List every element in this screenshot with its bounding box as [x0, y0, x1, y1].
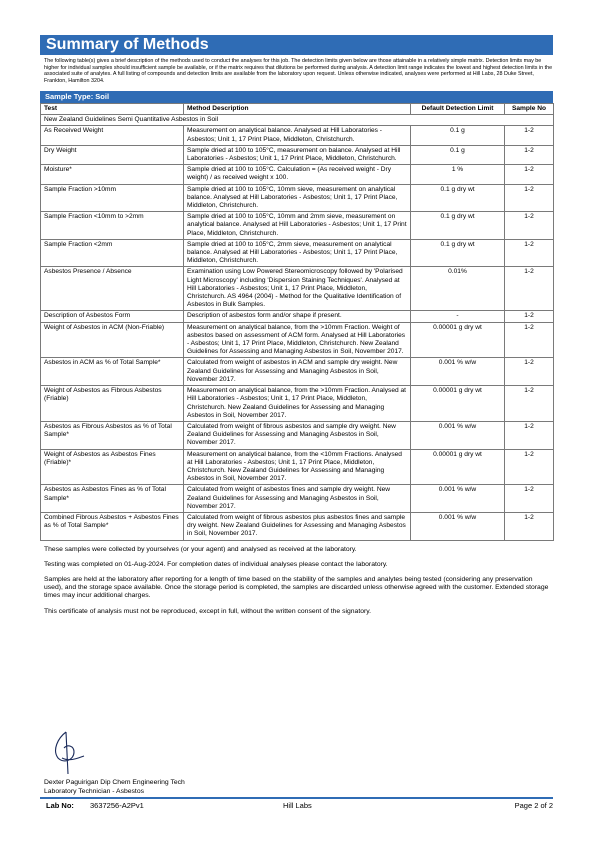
cell-sample-no: 1-2: [505, 126, 554, 145]
cell-sample-no: 1-2: [505, 184, 554, 212]
table-row: [41, 165, 554, 184]
cell-method: Calculated from weight of fibrous asbestos plus asbestos fines and sample dry weight. New Zealand Guidelines for Assessing and Managing Asbestos in Soil, November 2017.: [184, 512, 411, 540]
cell-method: Sample dried at 100 to 105°C. Calculation = (As received weight - Dry weight) / as received weight x 100.: [184, 165, 411, 184]
cell-test: Asbestos as Asbestos Fines as % of Total Sample*: [41, 485, 184, 513]
signature: [44, 728, 164, 776]
column-header-sample-no: Sample No: [505, 104, 554, 115]
cell-method: Sample dried at 100 to 105°C, measurement on balance. Analysed at Hill Laboratories - Asbestos; Unit 1, 17 Print Place, Middleton, Christchurch.: [184, 145, 411, 164]
cell-detection-limit: 0.001 % w/w: [411, 421, 505, 449]
table-row: [41, 239, 554, 267]
table-row: [41, 322, 554, 358]
table-row: [41, 386, 554, 422]
cell-test: Sample Fraction <2mm: [41, 239, 184, 267]
table-row: [41, 311, 554, 322]
cell-test: Weight of Asbestos in ACM (Non-Friable): [41, 322, 184, 358]
footer-divider: [40, 797, 553, 799]
cell-method: Calculated from weight of asbestos fines and sample dry weight. New Zealand Guidelines for Assessing and Managing Asbestos in Soil, November 2017.: [184, 485, 411, 513]
signatory-name: Dexter Paguirigan Dip Chem Engineering Tech: [44, 779, 185, 786]
cell-test: Description of Asbestos Form: [41, 311, 184, 322]
intro-text: The following table(s) gives a brief description of the methods used to conduct the analyses for this job. The detection limits given below are those attainable in a relatively simple matrix. Detection limits may be higher for individual samples should insufficient sample be available, or if the matrix requires that dilutions be performed during analysis. A detection limit range indicates the lowest and highest detection limits in the associated suite of analytes. A full listing of compounds and detection limits are available from the laboratory upon request. Unless otherwise indicated, analyses were performed at Hill Labs, 28 Duke Street, Frankton, Hamilton 3204.: [44, 58, 553, 84]
table-row: [41, 512, 554, 540]
cell-sample-no: 1-2: [505, 212, 554, 240]
table-row: [41, 212, 554, 240]
cell-method: Measurement on analytical balance, from the >10mm Fraction. Weight of asbestos based on assessment of ACM form. Analysed at Hill Laboratories - Asbestos; Unit 1, 17 Print Place, Middleton, Christchurch. New Zealand Guidelines for Assessing and Managing Asbestos in Soil, November 2017.: [184, 322, 411, 358]
cell-method: Description of asbestos form and/or shape if present.: [184, 311, 411, 322]
cell-test: Weight of Asbestos as Fibrous Asbestos (Friable): [41, 386, 184, 422]
table-header-row: [41, 104, 554, 115]
table-row: [41, 485, 554, 513]
cell-sample-no: 1-2: [505, 449, 554, 485]
cell-detection-limit: 0.1 g: [411, 126, 505, 145]
cell-detection-limit: 0.001 % w/w: [411, 485, 505, 513]
cell-detection-limit: 0.001 % w/w: [411, 358, 505, 386]
table-row: [41, 145, 554, 164]
cell-detection-limit: 0.01%: [411, 267, 505, 311]
lab-no-value: 3637256-A2Pv1: [90, 801, 144, 810]
cell-detection-limit: 0.1 g: [411, 145, 505, 164]
section-title-row: [41, 115, 554, 126]
cell-test: Sample Fraction <10mm to >2mm: [41, 212, 184, 240]
cell-test: Weight of Asbestos as Asbestos Fines (Friable)*: [41, 449, 184, 485]
cell-test: Moisture*: [41, 165, 184, 184]
cell-detection-limit: 0.1 g dry wt: [411, 239, 505, 267]
cell-test: Asbestos as Fibrous Asbestos as % of Total Sample*: [41, 421, 184, 449]
column-header-method: Method Description: [184, 104, 411, 115]
cell-detection-limit: 1 %: [411, 165, 505, 184]
cell-test: As Received Weight: [41, 126, 184, 145]
table-row: [41, 421, 554, 449]
cell-method: Calculated from weight of asbestos in ACM and sample dry weight. New Zealand Guidelines for Assessing and Managing Asbestos in Soil, November 2017.: [184, 358, 411, 386]
column-header-test: Test: [41, 104, 184, 115]
signature-image: [44, 728, 164, 776]
cell-test: Sample Fraction >10mm: [41, 184, 184, 212]
lab-no-label: Lab No:: [46, 801, 74, 810]
cell-test: Asbestos in ACM as % of Total Sample*: [41, 358, 184, 386]
cell-sample-no: 1-2: [505, 165, 554, 184]
cell-detection-limit: 0.001 % w/w: [411, 512, 505, 540]
cell-detection-limit: 0.00001 g dry wt: [411, 386, 505, 422]
table-row: [41, 449, 554, 485]
table-row: [41, 358, 554, 386]
methods-table: [40, 103, 554, 541]
cell-method: Sample dried at 100 to 105°C, 10mm sieve, measurement on analytical balance. Analysed at Hill Laboratories - Asbestos; Unit 1, 17 Print Place, Middleton, Christchurch.: [184, 184, 411, 212]
sample-type-banner: Sample Type: Soil: [40, 91, 553, 103]
section-title: New Zealand Guidelines Semi Quantitative Asbestos in Soil: [41, 115, 554, 126]
cell-sample-no: 1-2: [505, 145, 554, 164]
cell-method: Measurement on analytical balance. Analysed at Hill Laboratories - Asbestos; Unit 1, 17 Print Place, Middleton, Christchurch.: [184, 126, 411, 145]
cell-detection-limit: 0.00001 g dry wt: [411, 322, 505, 358]
cell-detection-limit: 0.1 g dry wt: [411, 212, 505, 240]
cell-sample-no: 1-2: [505, 311, 554, 322]
note-reproduction: This certificate of analysis must not be reproduced, except in full, without the written consent of the signatory.: [44, 608, 372, 615]
cell-sample-no: 1-2: [505, 239, 554, 267]
table-row: [41, 184, 554, 212]
company-name: Hill Labs: [283, 801, 312, 810]
cell-method: Examination using Low Powered Stereomicroscopy followed by 'Polarised Light Microscopy' including 'Dispersion Staining Techniques'. Analysed at Hill Laboratories - Asbestos; Unit 1, 17 Print Place, Middleton, Christchurch. AS 4964 (2004) - Method for the Qualitative Identification of Asbestos in Bulk Samples.: [184, 267, 411, 311]
table-row: [41, 267, 554, 311]
cell-method: Calculated from weight of fibrous asbestos and sample dry weight. New Zealand Guidelines for Assessing and Managing Asbestos in Soil, November 2017.: [184, 421, 411, 449]
cell-method: Sample dried at 100 to 105°C, 10mm and 2mm sieve, measurement on analytical balance. Analysed at Hill Laboratories - Asbestos; Unit 1, 17 Print Place, Middleton, Christchurch.: [184, 212, 411, 240]
cell-test: Dry Weight: [41, 145, 184, 164]
cell-sample-no: 1-2: [505, 485, 554, 513]
page-title: Summary of Methods: [40, 35, 553, 55]
cell-test: Combined Fibrous Asbestos + Asbestos Fines as % of Total Sample*: [41, 512, 184, 540]
cell-test: Asbestos Presence / Absence: [41, 267, 184, 311]
cell-method: Measurement on analytical balance, from the <10mm Fractions. Analysed at Hill Laboratories - Asbestos; Unit 1, 17 Print Place, Middleton, Christchurch. New Zealand Guidelines for Assessing and Managing Asbestos in Soil, November 2017.: [184, 449, 411, 485]
page-number: Page 2 of 2: [514, 801, 553, 810]
cell-sample-no: 1-2: [505, 512, 554, 540]
cell-method: Measurement on analytical balance, from the >10mm Fraction. Analysed at Hill Laboratories - Asbestos; Unit 1, 17 Print Place, Middleton, Christchurch. New Zealand Guidelines for Assessing and Managing Asbestos in Soil, November 2017.: [184, 386, 411, 422]
signatory-title: Laboratory Technician - Asbestos: [44, 787, 144, 795]
cell-detection-limit: 0.1 g dry wt: [411, 184, 505, 212]
cell-sample-no: 1-2: [505, 322, 554, 358]
signatory-block: [44, 779, 185, 797]
note-testing-completed: Testing was completed on 01-Aug-2024. For completion dates of individual analyses please contact the laboratory.: [44, 561, 388, 568]
cell-detection-limit: -: [411, 311, 505, 322]
note-storage: Samples are held at the laboratory after reporting for a length of time based on the stability of the samples and analytes being tested (considering any preservation used), and the storage space available. Once the storage period is completed, the samples are discarded unless otherwise agreed with the customer. Extended storage times may incur additional charges.: [44, 576, 549, 600]
column-header-detection-limit: Default Detection Limit: [411, 104, 505, 115]
cell-sample-no: 1-2: [505, 386, 554, 422]
cell-method: Sample dried at 100 to 105°C, 2mm sieve, measurement on analytical balance. Analysed at Hill Laboratories - Asbestos; Unit 1, 17 Print Place, Middleton, Christchurch.: [184, 239, 411, 267]
cell-sample-no: 1-2: [505, 421, 554, 449]
cell-sample-no: 1-2: [505, 267, 554, 311]
methods-table-body: [41, 115, 554, 540]
note-collected: These samples were collected by yourselves (or your agent) and analysed as received at the laboratory.: [44, 546, 357, 553]
table-row: [41, 126, 554, 145]
cell-detection-limit: 0.00001 g dry wt: [411, 449, 505, 485]
cell-sample-no: 1-2: [505, 358, 554, 386]
